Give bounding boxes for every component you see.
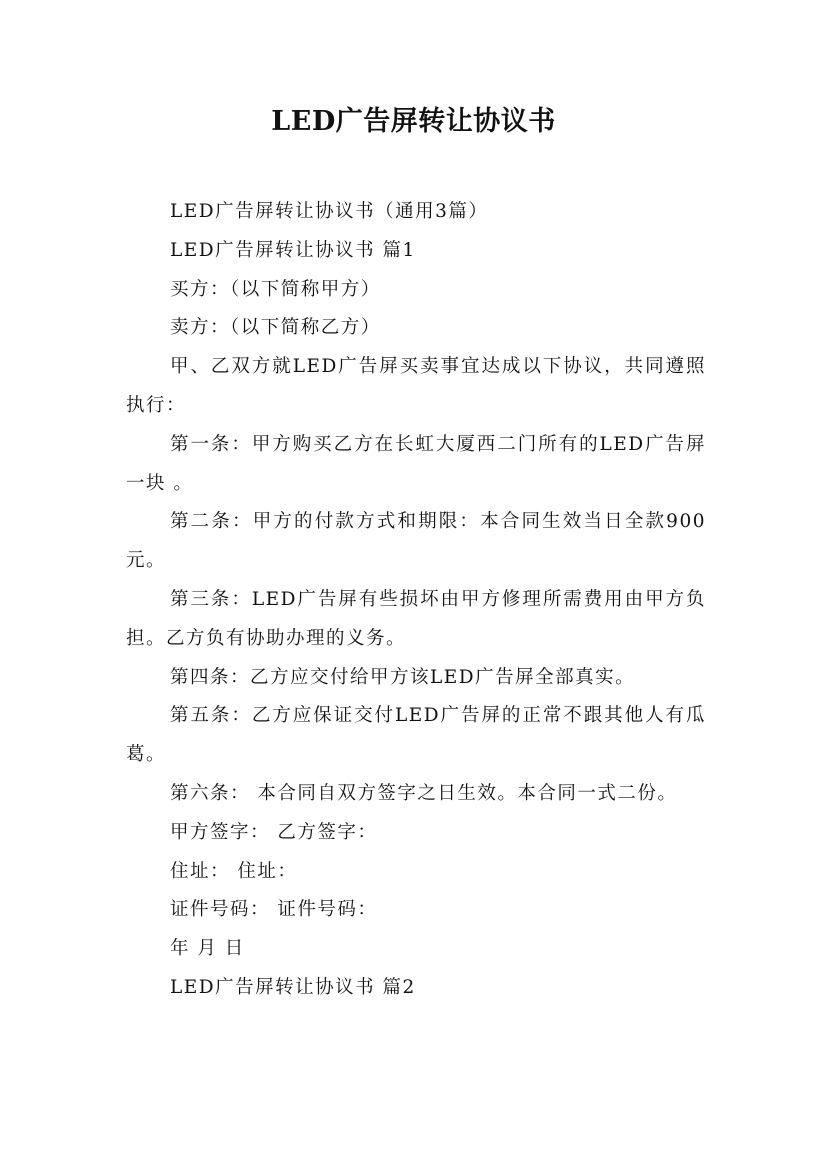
- paragraph-article-2-heading: LED广告屏转让协议书 篇2: [170, 976, 416, 998]
- paragraph-clause-1: 第一条：甲方购买乙方在长虹大厦西二门所有的LED广告屏一块 。: [126, 433, 706, 494]
- document-body: [126, 193, 706, 1008]
- paragraph-agreement-intro: 甲、乙双方就LED广告屏买卖事宜达成以下协议，共同遵照执行：: [126, 356, 706, 416]
- paragraph-id-numbers: 证件号码： 证件号码：: [170, 899, 378, 921]
- paragraph-buyer: 买方：（以下简称甲方）: [170, 278, 381, 300]
- paragraph-clause-4: 第四条：乙方应交付给甲方该LED广告屏全部真实。: [170, 666, 636, 688]
- document-title: LED广告屏转让协议书: [271, 106, 556, 137]
- paragraph-clause-2: 第二条：甲方的付款方式和期限：本合同生效当日全款900元。: [126, 511, 706, 572]
- paragraph-article-1-heading: LED广告屏转让协议书 篇1: [170, 239, 416, 261]
- paragraph-collection-heading: LED广告屏转让协议书（通用3篇）: [170, 201, 489, 222]
- paragraph-date: 年 月 日: [170, 938, 245, 960]
- paragraph-signatures: 甲方签字： 乙方签字：: [170, 821, 378, 843]
- paragraph-clause-5: 第五条：乙方应保证交付LED广告屏的正常不跟其他人有瓜葛。: [126, 705, 706, 766]
- paragraph-seller: 卖方：（以下简称乙方）: [170, 317, 381, 339]
- paragraph-clause-6: 第六条： 本合同自双方签字之日生效。本合同一式二份。: [170, 782, 678, 804]
- paragraph-addresses: 住址： 住址：: [170, 860, 298, 882]
- paragraph-clause-3: 第三条：LED广告屏有些损坏由甲方修理所需费用由甲方负担。乙方负有协助办理的义务。: [126, 588, 706, 649]
